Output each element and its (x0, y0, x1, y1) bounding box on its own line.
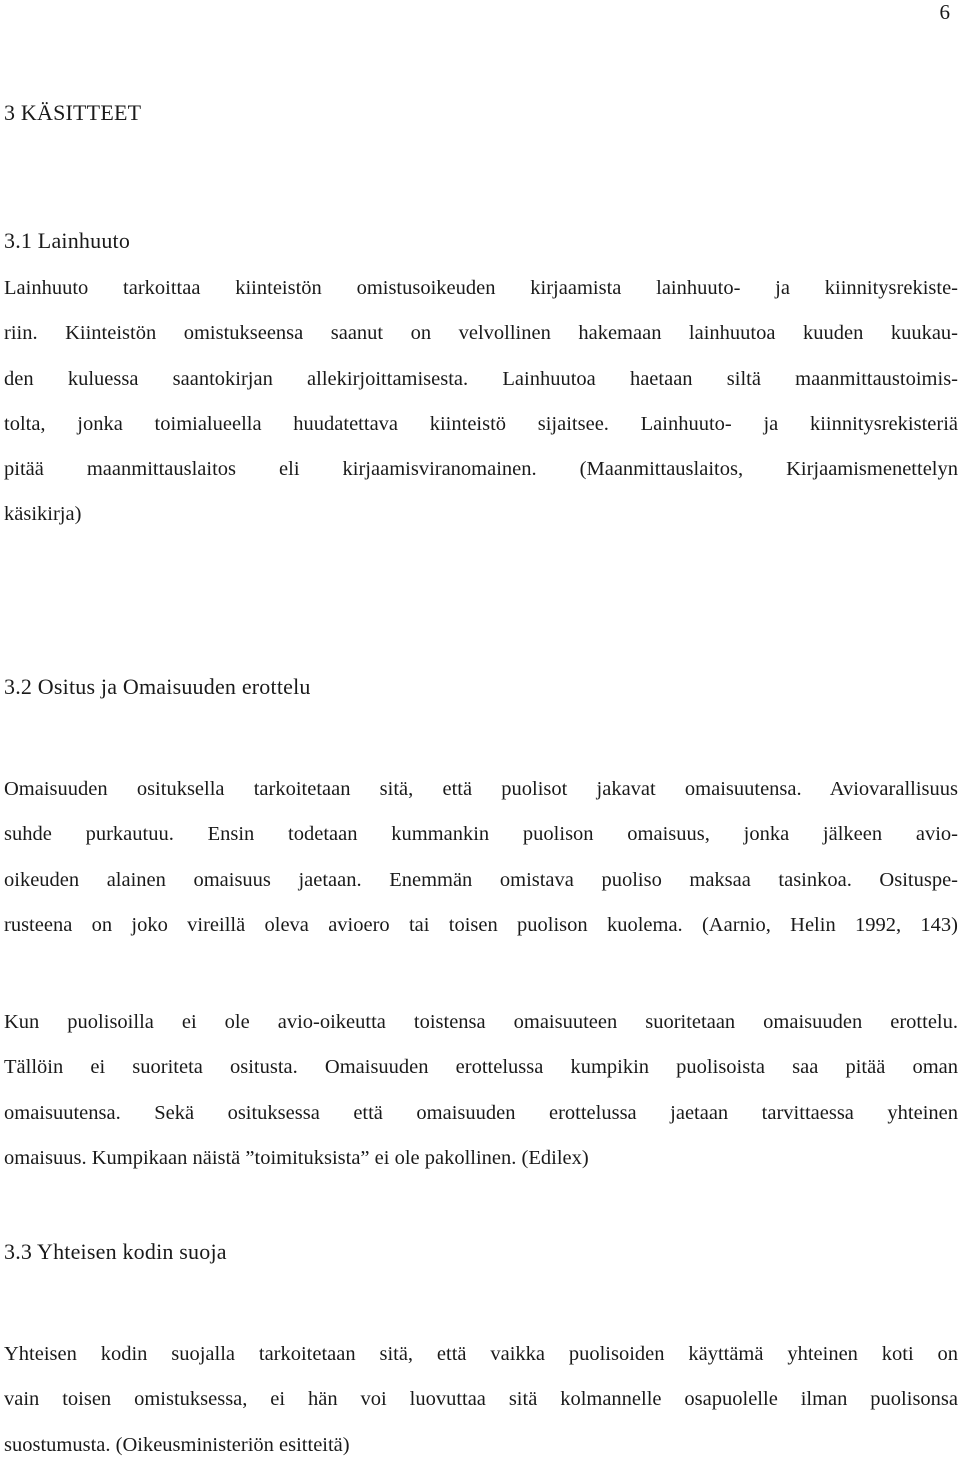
text-line: Omaisuuden osituksella tarkoitetaan sitä, että puolisot jakavat omaisuutensa. Aviovarallisuus (4, 778, 958, 800)
chapter-heading: 3 KÄSITTEET (4, 100, 142, 125)
text-line: suhde purkautuu. Ensin todetaan kummankin puolison omaisuus, jonka jälkeen avio- (4, 823, 958, 846)
section-heading-3-1: 3.1 Lainhuuto (4, 228, 131, 253)
text-line: rusteena on joko vireillä oleva avioero tai toisen puolison kuolema. (Aarnio, Helin 1992, 143) (4, 913, 958, 936)
text-line: omaisuus. Kumpikaan näistä ”toimituksista” ei ole pakollinen. (Edilex) (4, 1146, 589, 1169)
text-line: riin. Kiinteistön omistukseensa saanut on velvollinen hakemaan lainhuutoa kuuden kuukau- (4, 322, 958, 345)
text-line: Tällöin ei suoriteta ositusta. Omaisuuden erottelussa kumpikin puolisoista saa pitää oman (4, 1056, 958, 1079)
text-line: omaisuutensa. Sekä osituksessa että omaisuuden erottelussa jaetaan tarvittaessa yhteinen (4, 1101, 958, 1124)
text-line: Lainhuuto tarkoittaa kiinteistön omistusoikeuden kirjaamista lainhuuto- ja kiinnitysrekiste- (4, 277, 958, 299)
text-line: Yhteisen kodin suojalla tarkoitetaan sitä, että vaikka puolisoiden käyttämä yhteinen koti on (4, 1343, 958, 1365)
text-line: suostumusta. (Oikeusministeriön esitteitä) (4, 1433, 350, 1456)
paragraph-lainhuuto (4, 266, 958, 538)
paragraph-ositus (4, 767, 958, 948)
text-line: tolta, jonka toimialueella huudatettava kiinteistö sijaitsee. Lainhuuto- ja kiinnitysrekisteriä (4, 412, 958, 435)
page-number: 6 (939, 0, 950, 24)
paragraph-yhteisen-kodin-suoja (4, 1332, 958, 1468)
paragraph-omaisuuden-erottelu (4, 1000, 958, 1181)
text-line: vain toisen omistuksessa, ei hän voi luovuttaa sitä kolmannelle osapuolelle ilman puolisonsa (4, 1388, 958, 1411)
section-heading-3-2: 3.2 Ositus ja Omaisuuden erottelu (4, 674, 311, 699)
section-heading-3-3: 3.3 Yhteisen kodin suoja (4, 1239, 227, 1264)
text-line: den kuluessa saantokirjan allekirjoittamisesta. Lainhuutoa haetaan siltä maanmittaustoimis- (4, 367, 958, 390)
text-line: pitää maanmittauslaitos eli kirjaamisviranomainen. (Maanmittauslaitos, Kirjaamismenettelyn (4, 458, 958, 481)
text-line: oikeuden alainen omaisuus jaetaan. Enemmän omistava puoliso maksaa tasinkoa. Osituspe- (4, 868, 958, 891)
text-line: Kun puolisoilla ei ole avio-oikeutta toistensa omaisuuteen suoritetaan omaisuuden erottelu. (4, 1011, 958, 1033)
text-line: käsikirja) (4, 503, 82, 526)
